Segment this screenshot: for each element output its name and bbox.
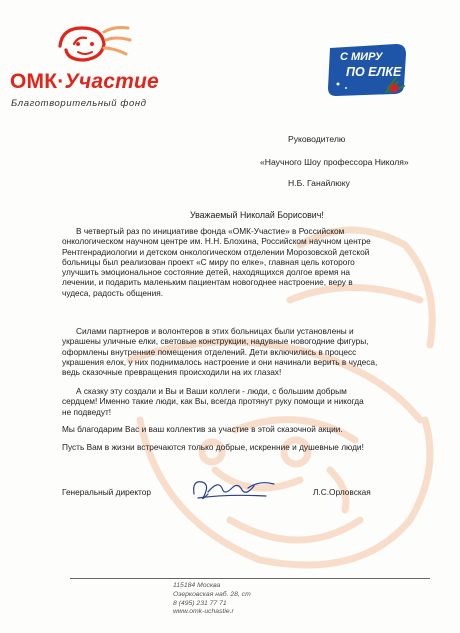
paragraph-line: Мы благодарим Вас и ваш коллектив за участие в этой сказочной акции. xyxy=(62,424,343,434)
paragraph-line: А сказку эту создали и Вы и Ваши коллеги - люди, с большим добрым xyxy=(76,386,347,396)
paragraph-line: Силами партнеров и волонтеров в этих больницах были установлены и xyxy=(76,326,354,336)
paragraph-line: сердцем! Именно такие люди, как Вы, всегда протянут руку помощи и никогда xyxy=(62,396,364,407)
recipient-organization: «Научного Шоу профессора Николя» xyxy=(260,157,409,167)
campaign-badge xyxy=(326,42,410,98)
paragraph-line: Рентгенрадиологии и детском онкологическом отделении Морозовской детской xyxy=(62,246,370,257)
paragraph-line: онкологическом научном центре им. Н.Н. Блохина, Российском научном центре xyxy=(62,236,371,247)
paragraph-line: больницы был реализован проект «С миру по елке», главная цель которого xyxy=(62,256,355,267)
logo-wordmark xyxy=(10,70,159,94)
logo-name-uchastie: Участие xyxy=(64,70,159,93)
paragraph-line: В четвертый раз по инициативе фонда «ОМК-Участие» в Российском xyxy=(76,226,345,236)
salutation: Уважаемый Николай Борисович! xyxy=(190,210,324,220)
paragraph-line: улучшить эмоциональное состояние детей, находящихся долгое время на xyxy=(62,267,351,278)
handwritten-signature xyxy=(188,474,280,504)
paragraph-line: оформлены внутренние помещения отделений. Дети включились в процесс xyxy=(62,346,357,357)
logo-subtitle: Благотворительный фонд xyxy=(11,98,147,109)
footer-line: 8 (495) 231 77 71 xyxy=(173,599,227,607)
paragraph-line: Пусть Вам в жизни встречаются только добрые, искренние и душевные люди! xyxy=(62,442,364,452)
paragraph-line: чудеса, радость общения. xyxy=(62,287,164,298)
paragraph-line: украшены уличные елки, световые конструкции, надувные новогодние фигуры, xyxy=(62,336,369,347)
recipient-name: Н.Б. Ганайлюку xyxy=(288,178,350,188)
footer-line: www.omk-uchastie.r xyxy=(173,608,234,616)
paragraph-line: лечении, и подарить маленьким пациентам новогоднее настроение, веру в xyxy=(62,277,353,288)
logo-separator: · xyxy=(57,70,65,93)
paragraph-1 xyxy=(62,226,371,298)
signatory-position: Генеральный директор xyxy=(62,487,151,497)
signatory-name: Л.С.Орловская xyxy=(313,487,371,497)
footer-contacts xyxy=(173,582,251,617)
paragraph-line: ведь сказочные превращения происходили на их глазах! xyxy=(62,367,282,378)
badge-line2: ПО ЕЛКЕ xyxy=(346,65,402,79)
footer-divider xyxy=(70,578,430,579)
paragraph-line: украшения елок, у них поднималось настроение и они начинали верить в чудеса, xyxy=(62,356,378,367)
logo-swirl-icon xyxy=(52,18,132,70)
paragraph-3 xyxy=(62,386,364,417)
paragraph-2 xyxy=(62,326,377,377)
badge-line1: С МИРУ xyxy=(340,51,383,63)
logo-name-omk: ОМК xyxy=(10,70,58,93)
omk-logo xyxy=(10,18,190,118)
footer-line: Озерковская наб. 28, ст xyxy=(173,590,251,598)
footer-line: 115184 Москва xyxy=(173,582,221,589)
recipient-position: Руководителю xyxy=(288,134,346,144)
paragraph-5 xyxy=(62,442,364,452)
paragraph-4 xyxy=(62,424,343,434)
paragraph-line: не подведут! xyxy=(62,406,112,417)
